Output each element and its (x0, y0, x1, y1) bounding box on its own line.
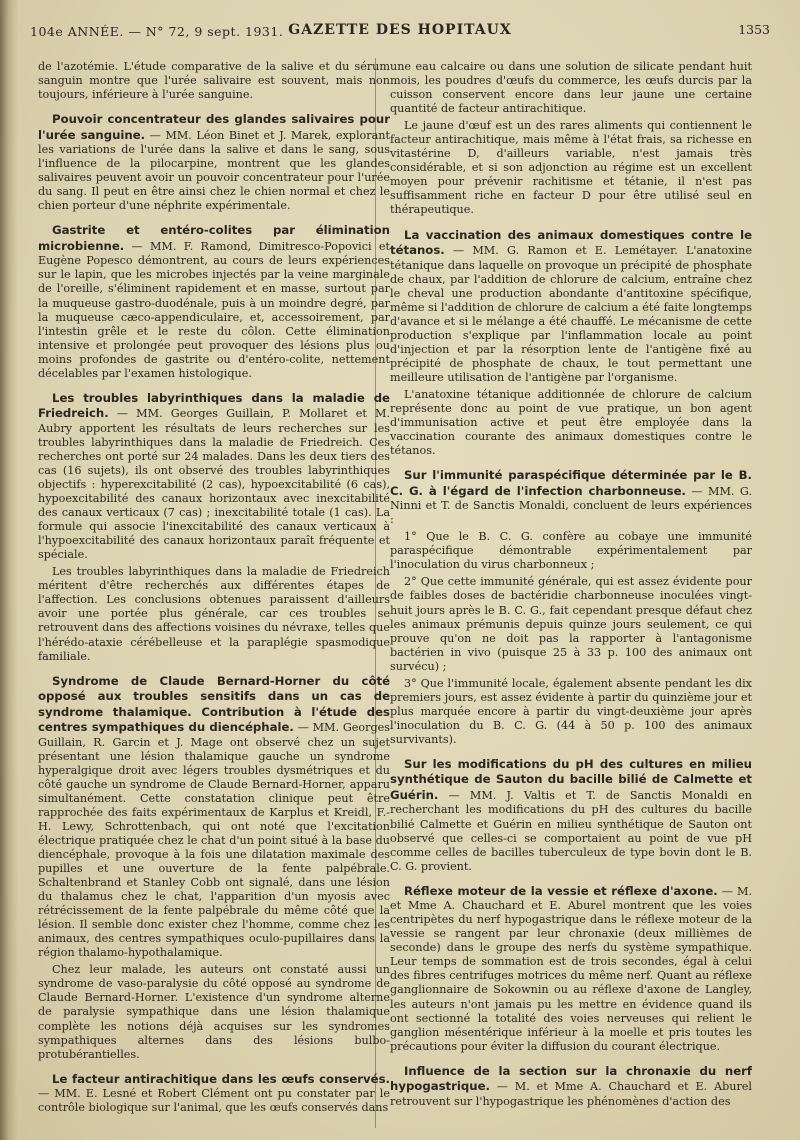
article-headline: Sur l'immunité paraspécifique déterminée par le B. C. G. à l'égard de l'infection charbonneuse. (390, 468, 752, 498)
left-column (38, 60, 390, 1125)
article-lead-text: — M. et Mme A. Chauchard et E. Aburel montrent que les voies centripètes du nerf hypogastrique dans le réflexe moteur de la vessie se rangent par leur chronaxie (deux millièmes de seconde) dans le groupe des nerfs du système sympathique. Leur temps de sommation est de trois secondes, égal à celui des fibres centrifuges motrices du même nerf. Quant au réflexe ganglionnaire de Sokownin ou au réflexe d'axone de Langley, les auteurs n'ont jamais pu les mettre en évidence quand ils ont sectionné la totalité des voies nerveuses qui relient le ganglion mésentérique inférieur à la moelle et pris toutes les précautions pour éviter la diffusion du courant électrique. (390, 884, 752, 1053)
article-paragraph: 3° Que l'immunité locale, également absente pendant les dix premiers jours, est assez évidente à partir du quinzième jour et plus marquée encore à partir du vingt-deuxième jour après l'inoculation du B. C. G. (44 à 50 p. 100 des animaux survivants). (390, 676, 752, 746)
article-lead-text: — MM. G. Ninni et T. de Sanctis Monaldi, concluent de leurs expériences : (390, 484, 752, 527)
article (390, 228, 752, 459)
article-lead-text: — MM. G. Ramon et E. Lemétayer. L'anatoxine tétanique dans laquelle on provoque un précipité de phosphate de chaux, par l'addition de chlorure de calcium, entraîne chez le cheval une production abondante d'antitoxine spécifique, même si l'addition de chlorure de calcium a été faite longtemps d'avance et si le mélange a été chauffé. Le mécanisme de cette production s'explique par l'inflammation locale au point d'injection et par la résorption lente de l'antigène fixé au précipité de phosphate de chaux, le tout permettant une meilleure utilisation de l'antigène par l'organisme. (390, 244, 752, 384)
article-paragraph: Le jaune d'œuf est un des rares aliments qui contiennent le facteur antirachitique, mais même à l'état frais, sa richesse en vitastérine D, d'ailleurs variable, n'est jamais très considérable, et si son adjonction au régime est un excellent moyen pour prévenir rachitisme et tétanie, il n'est pas suffisamment riche en facteur D pour être utilisé seul en thérapeutique. (390, 119, 752, 217)
article-headline: Influence de la section sur la chronaxie du nerf hypogastrique. (390, 1063, 752, 1094)
article-paragraph: Chez leur malade, les auteurs ont constaté aussi un syndrome de vaso-paralysie du côté opposé au syndrome de Claude Bernard-Horner. L'existence d'un syndrome alterne de paralysie sympathique dans une lésion thalamique complète les notions déjà acquises sur les syndromes sympathiques alternes dans des lésions bulbo-protubérantielles. (38, 963, 390, 1061)
article (38, 674, 390, 1062)
article (38, 223, 390, 380)
article-headline: Réflexe moteur de la vessie et réflexe d'axone. (404, 883, 718, 898)
article (38, 1072, 390, 1116)
article (38, 60, 390, 102)
article-lead-paragraph (390, 757, 752, 874)
article-lead-paragraph (390, 228, 752, 385)
article-headline: Pouvoir concentrateur des glandes salivaires pour l'urée sanguine. (38, 112, 390, 142)
article-headline: La vaccination des animaux domestiques contre le tétanos. (390, 227, 752, 258)
article-lead-text: — MM. Léon Binet et J. Marek, explorant les variations de l'urée dans la salive et dans le sang, sous l'influence de la pilocarpine, montrent que les glandes salivaires peuvent avoir un pouvoir concentrateur pour l'urée du sang. Il peut en être ainsi chez le chien normal et chez le chien porteur d'une néphrite expérimentale. (38, 128, 391, 213)
right-column (390, 60, 752, 1119)
article-paragraph: de l'azotémie. L'étude comparative de la salive et du sérum sanguin montre que l'urée salivaire est souvent, mais non toujours, inférieure à l'urée sanguine. (38, 60, 390, 102)
article-paragraph: 2° Que cette immunité générale, qui est assez évidente pour de faibles doses de bactéridie charbonneuse inoculées vingt-huit jours après le B. C. G., fait cependant presque défaut chez les animaux prémunis depuis quinze jours seulement, ce qui prouve qu'on ne doit pas la rapporter à l'antagonisme bactérien in vivo (puisque 25 à 33 p. 100 des animaux ont survécu) ; (390, 575, 752, 673)
page-number: 1353 (738, 22, 770, 37)
article-lead-paragraph (38, 1072, 390, 1116)
article-lead-paragraph (38, 674, 390, 961)
article-lead-text: — MM. F. Ramond, Dimitresco-Popovici et Eugène Popesco démontrent, au cours de leurs expériences sur le lapin, que les microbes injectés par la veine marginale de l'oreille, s'éliminent rapidement et en masse, surtout par la muqueuse gastro-duodénale, puis à un moindre degré, par la muqueuse cæco-appendiculaire, et, accessoirement, par l'intestin grêle et le reste du côlon. Cette élimination intensive et prolongée peut provoquer des lésions plus ou moins profondes de gastrite ou d'entéro-colite, nettement décelables par l'examen histologique. (38, 239, 390, 380)
article (390, 1064, 752, 1109)
article-lead-text: — MM. Georges Guillain, R. Garcin et J. Mage ont observé chez un sujet présentant une lésion thalamique gauche un syndrome hyperalgique droit avec légers troubles dysmétriques et du côté gauche un syndrome de Claude Bernard-Horner, apparu simultanément. Cette constatation clinique peut être rapprochée des faits expérimentaux de Karplus et Kreidl, F.-H. Lewy, Schrottenbach, qui ont noté que l'excitation électrique pratiquée chez le chat d'un point situé à la base du diencéphale, provoque à la fois une dilatation maximale des pupilles et une ouverture de la fente palpébrale. Schaltenbrand et Stanley Cobb ont signalé, dans une lésion du thalamus chez le chat, l'apparition d'un myosis avec rétrécissement de la fente palpébrale du même côté que la lésion. Il semble donc exister chez l'homme, comme chez les animaux, des centres sympathiques oculo-pupillaires dans la région thalamo-hypothalamique. (38, 721, 390, 960)
article-lead-text: — MM. Georges Guillain, P. Mollaret et M. Aubry apportent les résultats de leurs recherches sur les troubles labyrinthiques dans la maladie de Friedreich. Ces recherches ont porté sur 24 malades. Dans les deux tiers des cas (16 sujets), ils ont observé des troubles labyrinthiques objectifs : hyperexcitabilité (2 cas), hypoexcitabilité (6 cas), hypoexcitabilité des canaux horizontaux avec inexcitabilité des canaux verticaux (7 cas) ; inexcitabilité totale (1 cas). La formule qui associe l'inexcitabilité des canaux verticaux à l'hypoexcitabilité des canaux horizontaux paraît fréquente et spéciale. (38, 407, 390, 562)
issue-info: 104e ANNÉE. — N° 72, 9 sept. 1931. (30, 24, 284, 39)
article-lead-paragraph (390, 468, 752, 527)
article (390, 884, 752, 1054)
binding-shadow (0, 0, 18, 1140)
article (38, 391, 390, 664)
article (390, 468, 752, 747)
article-paragraph: L'anatoxine tétanique additionnée de chlorure de calcium représente donc au point de vue pratique, un bon agent d'immunisation active et peut être employée dans la vaccination courante des animaux domestiques contre le tétanos. (390, 387, 752, 458)
article-headline: Le facteur antirachitique dans les œufs conservés. (52, 1071, 390, 1086)
article-headline: Sur les modifications du pH des cultures en milieu synthétique de Sauton du bacille bilié de Calmette et Guérin. (390, 756, 752, 802)
article-headline: Gastrite et entéro-colites par élimination microbienne. (38, 223, 390, 253)
publication-title: GAZETTE DES HOPITAUX (288, 22, 512, 38)
article-lead-paragraph (390, 1064, 752, 1109)
article-lead-paragraph (38, 391, 390, 562)
article (390, 60, 752, 218)
article-lead-paragraph (38, 112, 390, 213)
article-lead-text: — MM. E. Lesné et Robert Clément ont pu constater par le contrôle biologique sur l'animal, que les œufs conservés dans (38, 1087, 390, 1115)
article-headline: Les troubles labyrinthiques dans la maladie de Friedreich. (38, 390, 390, 421)
article-lead-text: — M. et Mme A. Chauchard et E. Aburel retrouvent sur l'hypogastrique les phénomènes d'action des (390, 1080, 752, 1108)
running-head (30, 20, 770, 42)
article-lead-text: — MM. J. Valtis et T. de Sanctis Monaldi en recherchant les modifications du pH des cultures du bacille bilié Calmette et Guérin en milieu synthétique de Sauton ont observé que celles-ci se comportaient au point de vue pH comme celles de bacilles tuberculeux de type bovin dont le B. C. G. provient. (390, 788, 752, 873)
article-paragraph: Les troubles labyrinthiques dans la maladie de Friedreich méritent d'être recherchés aux différentes étapes de l'affection. Les conclusions obtenues paraissent d'ailleurs avoir une portée plus générale, car ces troubles se retrouvent dans des affections voisines du névraxe, telles que l'hérédo-ataxie cérébelleuse et la paraplégie spasmodique familiale. (38, 565, 390, 663)
article-headline: Syndrome de Claude Bernard-Horner du côté opposé aux troubles sensitifs dans un cas de syndrome thalamique. Contribution à l'étude des centres sympathiques du diencéphale. (38, 673, 390, 735)
article-lead-paragraph (38, 223, 390, 380)
article (390, 757, 752, 874)
article-paragraph: une eau calcaire ou dans une solution de silicate pendant huit mois, les poudres d'œufs du commerce, les œufs durcis par la cuisson conservent encore dans leur jaune une certaine quantité de facteur antirachitique. (390, 60, 752, 116)
article-lead-paragraph (390, 884, 752, 1054)
article (38, 112, 390, 213)
article-paragraph: 1° Que le B. C. G. confère au cobaye une immunité paraspécifique démontrable expérimentalement par l'inoculation du virus charbonneux ; (390, 530, 752, 572)
